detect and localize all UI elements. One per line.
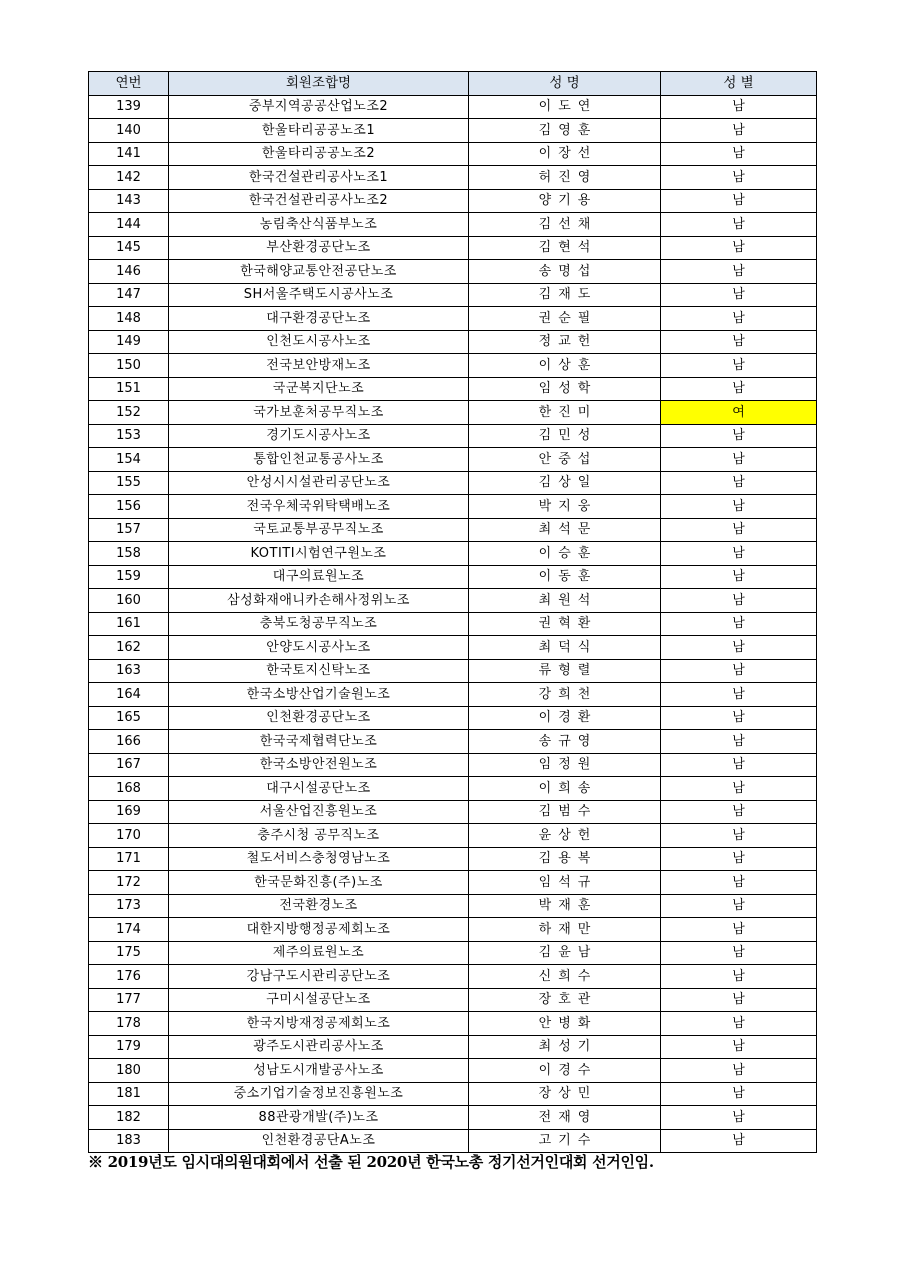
union-name: 한국건설관리공사노조2 bbox=[169, 189, 469, 213]
union-name: 한국해양교통안전공단노조 bbox=[169, 260, 469, 284]
table-row bbox=[89, 565, 817, 589]
gender: 남 bbox=[661, 213, 817, 237]
union-name: 한국국제협력단노조 bbox=[169, 730, 469, 754]
union-name: 구미시설공단노조 bbox=[169, 988, 469, 1012]
person-name: 하재만 bbox=[469, 918, 661, 942]
gender: 남 bbox=[661, 330, 817, 354]
union-name: 강남구도시관리공단노조 bbox=[169, 965, 469, 989]
union-name: 국토교통부공무직노조 bbox=[169, 518, 469, 542]
union-name: 대구시설공단노조 bbox=[169, 777, 469, 801]
row-number: 151 bbox=[89, 377, 169, 401]
table-row bbox=[89, 1012, 817, 1036]
row-number: 147 bbox=[89, 283, 169, 307]
header-union-name: 회원조합명 bbox=[169, 72, 469, 96]
gender: 남 bbox=[661, 659, 817, 683]
union-name: 경기도시공사노조 bbox=[169, 424, 469, 448]
union-name: 한국소방안전원노조 bbox=[169, 753, 469, 777]
table-row bbox=[89, 800, 817, 824]
row-number: 164 bbox=[89, 683, 169, 707]
header-person-name: 성 명 bbox=[469, 72, 661, 96]
table-row bbox=[89, 706, 817, 730]
footnote: ※ 2019년도 임시대의원대회에서 선출 된 2020년 한국노총 정기선거인대회 선거인임. bbox=[88, 1153, 654, 1171]
table-row bbox=[89, 495, 817, 519]
person-name: 김용복 bbox=[469, 847, 661, 871]
table-row bbox=[89, 1035, 817, 1059]
union-name: 전국보안방재노조 bbox=[169, 354, 469, 378]
person-name: 안병화 bbox=[469, 1012, 661, 1036]
row-number: 166 bbox=[89, 730, 169, 754]
union-name: 부산환경공단노조 bbox=[169, 236, 469, 260]
gender: 남 bbox=[661, 871, 817, 895]
gender: 남 bbox=[661, 753, 817, 777]
union-name: 통합인천교통공사노조 bbox=[169, 448, 469, 472]
person-name: 이경환 bbox=[469, 706, 661, 730]
table-row bbox=[89, 189, 817, 213]
union-name: 한국토지신탁노조 bbox=[169, 659, 469, 683]
table-row bbox=[89, 871, 817, 895]
row-number: 140 bbox=[89, 119, 169, 143]
person-name: 임성학 bbox=[469, 377, 661, 401]
union-name: 농림축산식품부노조 bbox=[169, 213, 469, 237]
gender: 남 bbox=[661, 542, 817, 566]
row-number: 165 bbox=[89, 706, 169, 730]
gender: 남 bbox=[661, 706, 817, 730]
row-number: 174 bbox=[89, 918, 169, 942]
gender: 남 bbox=[661, 800, 817, 824]
table-row bbox=[89, 777, 817, 801]
union-name: 성남도시개발공사노조 bbox=[169, 1059, 469, 1083]
union-name: 삼성화재애니카손해사정위노조 bbox=[169, 589, 469, 613]
person-name: 이승훈 bbox=[469, 542, 661, 566]
gender: 남 bbox=[661, 1106, 817, 1130]
person-name: 김재도 bbox=[469, 283, 661, 307]
table-row bbox=[89, 236, 817, 260]
gender: 남 bbox=[661, 377, 817, 401]
row-number: 178 bbox=[89, 1012, 169, 1036]
gender: 남 bbox=[661, 941, 817, 965]
person-name: 김윤남 bbox=[469, 941, 661, 965]
gender: 남 bbox=[661, 636, 817, 660]
gender: 남 bbox=[661, 565, 817, 589]
gender: 남 bbox=[661, 166, 817, 190]
person-name: 허진영 bbox=[469, 166, 661, 190]
row-number: 156 bbox=[89, 495, 169, 519]
table-row bbox=[89, 448, 817, 472]
table-row bbox=[89, 730, 817, 754]
table-row bbox=[89, 1129, 817, 1153]
union-name: 한울타리공공노조1 bbox=[169, 119, 469, 143]
row-number: 179 bbox=[89, 1035, 169, 1059]
row-number: 180 bbox=[89, 1059, 169, 1083]
table-row bbox=[89, 166, 817, 190]
person-name: 김영훈 bbox=[469, 119, 661, 143]
row-number: 162 bbox=[89, 636, 169, 660]
union-name: 한국소방산업기술원노조 bbox=[169, 683, 469, 707]
row-number: 172 bbox=[89, 871, 169, 895]
table-row bbox=[89, 636, 817, 660]
person-name: 강희천 bbox=[469, 683, 661, 707]
table-row bbox=[89, 377, 817, 401]
row-number: 169 bbox=[89, 800, 169, 824]
union-name: 대구환경공단노조 bbox=[169, 307, 469, 331]
person-name: 박재훈 bbox=[469, 894, 661, 918]
gender: 남 bbox=[661, 95, 817, 119]
union-name: 충북도청공무직노조 bbox=[169, 612, 469, 636]
table-row bbox=[89, 401, 817, 425]
gender: 남 bbox=[661, 307, 817, 331]
row-number: 149 bbox=[89, 330, 169, 354]
gender: 남 bbox=[661, 354, 817, 378]
gender: 남 bbox=[661, 683, 817, 707]
person-name: 임정원 bbox=[469, 753, 661, 777]
table-row bbox=[89, 965, 817, 989]
table-row bbox=[89, 260, 817, 284]
row-number: 146 bbox=[89, 260, 169, 284]
gender: 남 bbox=[661, 471, 817, 495]
table-row bbox=[89, 213, 817, 237]
table-row bbox=[89, 918, 817, 942]
row-number: 154 bbox=[89, 448, 169, 472]
gender: 남 bbox=[661, 894, 817, 918]
person-name: 최덕식 bbox=[469, 636, 661, 660]
table-row bbox=[89, 95, 817, 119]
person-name: 장호관 bbox=[469, 988, 661, 1012]
person-name: 김현석 bbox=[469, 236, 661, 260]
person-name: 장상민 bbox=[469, 1082, 661, 1106]
table-row bbox=[89, 847, 817, 871]
gender: 남 bbox=[661, 283, 817, 307]
table-row bbox=[89, 518, 817, 542]
person-name: 송명섭 bbox=[469, 260, 661, 284]
person-name: 전재영 bbox=[469, 1106, 661, 1130]
table-row bbox=[89, 283, 817, 307]
union-name: 한국지방재정공제회노조 bbox=[169, 1012, 469, 1036]
union-name: 대구의료원노조 bbox=[169, 565, 469, 589]
gender: 남 bbox=[661, 730, 817, 754]
person-name: 최성기 bbox=[469, 1035, 661, 1059]
person-name: 이장선 bbox=[469, 142, 661, 166]
table-body bbox=[89, 95, 817, 1153]
gender: 여 bbox=[661, 401, 817, 425]
gender: 남 bbox=[661, 1082, 817, 1106]
gender: 남 bbox=[661, 988, 817, 1012]
union-name: 인천환경공단노조 bbox=[169, 706, 469, 730]
table-row bbox=[89, 354, 817, 378]
row-number: 150 bbox=[89, 354, 169, 378]
person-name: 김상일 bbox=[469, 471, 661, 495]
union-name: 한국건설관리공사노조1 bbox=[169, 166, 469, 190]
gender: 남 bbox=[661, 824, 817, 848]
person-name: 안중섭 bbox=[469, 448, 661, 472]
union-name: 국가보훈처공무직노조 bbox=[169, 401, 469, 425]
row-number: 173 bbox=[89, 894, 169, 918]
table-row bbox=[89, 894, 817, 918]
row-number: 170 bbox=[89, 824, 169, 848]
gender: 남 bbox=[661, 1129, 817, 1153]
row-number: 152 bbox=[89, 401, 169, 425]
row-number: 163 bbox=[89, 659, 169, 683]
table-row bbox=[89, 471, 817, 495]
table-row bbox=[89, 589, 817, 613]
row-number: 167 bbox=[89, 753, 169, 777]
gender: 남 bbox=[661, 589, 817, 613]
gender: 남 bbox=[661, 1035, 817, 1059]
table-row bbox=[89, 988, 817, 1012]
gender: 남 bbox=[661, 495, 817, 519]
person-name: 류형렬 bbox=[469, 659, 661, 683]
union-name: 한국문화진흥(주)노조 bbox=[169, 871, 469, 895]
union-name: 중부지역공공산업노조2 bbox=[169, 95, 469, 119]
person-name: 김범수 bbox=[469, 800, 661, 824]
person-name: 이동훈 bbox=[469, 565, 661, 589]
union-name: 인천환경공단A노조 bbox=[169, 1129, 469, 1153]
table-row bbox=[89, 941, 817, 965]
union-name: 전국환경노조 bbox=[169, 894, 469, 918]
row-number: 141 bbox=[89, 142, 169, 166]
union-name: SH서울주택도시공사노조 bbox=[169, 283, 469, 307]
person-name: 정교헌 bbox=[469, 330, 661, 354]
union-name: KOTITI시험연구원노조 bbox=[169, 542, 469, 566]
row-number: 161 bbox=[89, 612, 169, 636]
gender: 남 bbox=[661, 777, 817, 801]
union-name: 중소기업기술정보진흥원노조 bbox=[169, 1082, 469, 1106]
table-row bbox=[89, 142, 817, 166]
header-row bbox=[89, 72, 817, 96]
gender: 남 bbox=[661, 142, 817, 166]
person-name: 김민성 bbox=[469, 424, 661, 448]
gender: 남 bbox=[661, 847, 817, 871]
row-number: 182 bbox=[89, 1106, 169, 1130]
row-number: 155 bbox=[89, 471, 169, 495]
table-row bbox=[89, 1106, 817, 1130]
person-name: 임석규 bbox=[469, 871, 661, 895]
header-number: 연번 bbox=[89, 72, 169, 96]
union-name: 전국우체국위탁택배노조 bbox=[169, 495, 469, 519]
person-name: 권순필 bbox=[469, 307, 661, 331]
gender: 남 bbox=[661, 518, 817, 542]
row-number: 177 bbox=[89, 988, 169, 1012]
table-row bbox=[89, 824, 817, 848]
row-number: 158 bbox=[89, 542, 169, 566]
gender: 남 bbox=[661, 448, 817, 472]
row-number: 145 bbox=[89, 236, 169, 260]
gender: 남 bbox=[661, 918, 817, 942]
table-row bbox=[89, 753, 817, 777]
person-name: 이희송 bbox=[469, 777, 661, 801]
table-row bbox=[89, 1082, 817, 1106]
table-row bbox=[89, 612, 817, 636]
gender: 남 bbox=[661, 965, 817, 989]
person-name: 이상훈 bbox=[469, 354, 661, 378]
gender: 남 bbox=[661, 260, 817, 284]
gender: 남 bbox=[661, 1012, 817, 1036]
union-name: 안양도시공사노조 bbox=[169, 636, 469, 660]
row-number: 153 bbox=[89, 424, 169, 448]
row-number: 183 bbox=[89, 1129, 169, 1153]
table-row bbox=[89, 683, 817, 707]
table-row bbox=[89, 119, 817, 143]
person-name: 최석문 bbox=[469, 518, 661, 542]
gender: 남 bbox=[661, 119, 817, 143]
row-number: 139 bbox=[89, 95, 169, 119]
table-row bbox=[89, 330, 817, 354]
row-number: 157 bbox=[89, 518, 169, 542]
row-number: 148 bbox=[89, 307, 169, 331]
union-name: 서울산업진흥원노조 bbox=[169, 800, 469, 824]
gender: 남 bbox=[661, 236, 817, 260]
person-name: 윤상헌 bbox=[469, 824, 661, 848]
union-name: 88관광개발(주)노조 bbox=[169, 1106, 469, 1130]
person-name: 한진미 bbox=[469, 401, 661, 425]
row-number: 181 bbox=[89, 1082, 169, 1106]
person-name: 박지웅 bbox=[469, 495, 661, 519]
header-gender: 성 별 bbox=[661, 72, 817, 96]
table-row bbox=[89, 659, 817, 683]
union-name: 안성시시설관리공단노조 bbox=[169, 471, 469, 495]
table-row bbox=[89, 1059, 817, 1083]
row-number: 168 bbox=[89, 777, 169, 801]
union-name: 국군복지단노조 bbox=[169, 377, 469, 401]
union-name: 제주의료원노조 bbox=[169, 941, 469, 965]
person-name: 송규영 bbox=[469, 730, 661, 754]
union-name: 광주도시관리공사노조 bbox=[169, 1035, 469, 1059]
person-name: 양기용 bbox=[469, 189, 661, 213]
gender: 남 bbox=[661, 1059, 817, 1083]
row-number: 175 bbox=[89, 941, 169, 965]
person-name: 이도연 bbox=[469, 95, 661, 119]
gender: 남 bbox=[661, 612, 817, 636]
person-name: 신희수 bbox=[469, 965, 661, 989]
person-name: 고기수 bbox=[469, 1129, 661, 1153]
union-name: 인천도시공사노조 bbox=[169, 330, 469, 354]
row-number: 176 bbox=[89, 965, 169, 989]
person-name: 김선채 bbox=[469, 213, 661, 237]
person-name: 이경수 bbox=[469, 1059, 661, 1083]
gender: 남 bbox=[661, 424, 817, 448]
row-number: 143 bbox=[89, 189, 169, 213]
gender: 남 bbox=[661, 189, 817, 213]
union-name: 충주시청 공무직노조 bbox=[169, 824, 469, 848]
person-name: 최원석 bbox=[469, 589, 661, 613]
table-row bbox=[89, 542, 817, 566]
row-number: 160 bbox=[89, 589, 169, 613]
row-number: 171 bbox=[89, 847, 169, 871]
row-number: 144 bbox=[89, 213, 169, 237]
union-name: 대한지방행정공제회노조 bbox=[169, 918, 469, 942]
table-row bbox=[89, 307, 817, 331]
row-number: 142 bbox=[89, 166, 169, 190]
table-row bbox=[89, 424, 817, 448]
person-name: 권혁환 bbox=[469, 612, 661, 636]
union-name: 철도서비스충청영남노조 bbox=[169, 847, 469, 871]
union-name: 한울타리공공노조2 bbox=[169, 142, 469, 166]
delegate-table bbox=[88, 71, 817, 1153]
table-header bbox=[89, 72, 817, 96]
row-number: 159 bbox=[89, 565, 169, 589]
